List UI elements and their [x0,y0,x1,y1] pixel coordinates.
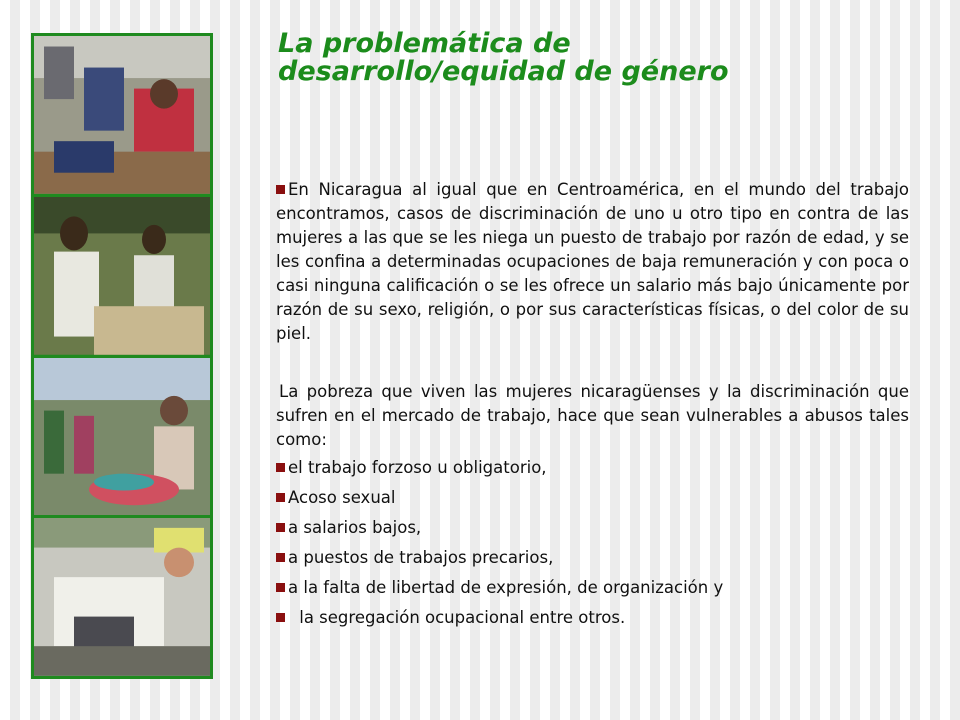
sewing-machine-photo [34,518,210,676]
women-sewing-photo [34,197,210,355]
paragraph-2: La pobreza que viven las mujeres nicaragüenses y la discriminación que sufren en el mercado de trabajo, hace que sean vulnerables a abusos tales como: [276,382,909,449]
square-bullet-icon [276,185,285,194]
abuse-list [276,456,909,630]
list-item: el trabajo forzoso u obligatorio, [276,456,909,480]
paragraph-1 [276,178,909,346]
square-bullet-icon [276,523,285,532]
square-bullet-icon [276,493,285,502]
square-bullet-icon [276,613,285,622]
slide-content [276,178,909,636]
list-item: a puestos de trabajos precarios, [276,546,909,570]
list-item: la segregación ocupacional entre otros. [276,606,909,630]
page-title [278,30,918,86]
square-bullet-icon [276,463,285,472]
paragraph-1-text: En Nicaragua al igual que en Centroamérica, en el mundo del trabajo encontramos, casos de discriminación de uno u otro tipo en contra de las mujeres a las que se les niega un puesto de trabajo por razón de edad, y se les confina a determinadas ocupaciones de baja remuneración y con poca o casi ninguna calificación o se les ofrece un salario más bajo únicamente por razón de su sexo, religión, o por sus características físicas, o del color de su piel. [276,180,909,343]
garment-factory-photo [34,36,210,194]
photo-strip [31,33,213,679]
title-line-1: La problemática de [278,28,571,59]
market-vendors-photo [34,358,210,516]
square-bullet-icon [276,583,285,592]
list-item: a la falta de libertad de expresión, de organización y [276,576,909,600]
list-item: a salarios bajos, [276,516,909,540]
list-item: Acoso sexual [276,486,909,510]
square-bullet-icon [276,553,285,562]
title-line-2: desarrollo/equidad de género [278,56,729,87]
